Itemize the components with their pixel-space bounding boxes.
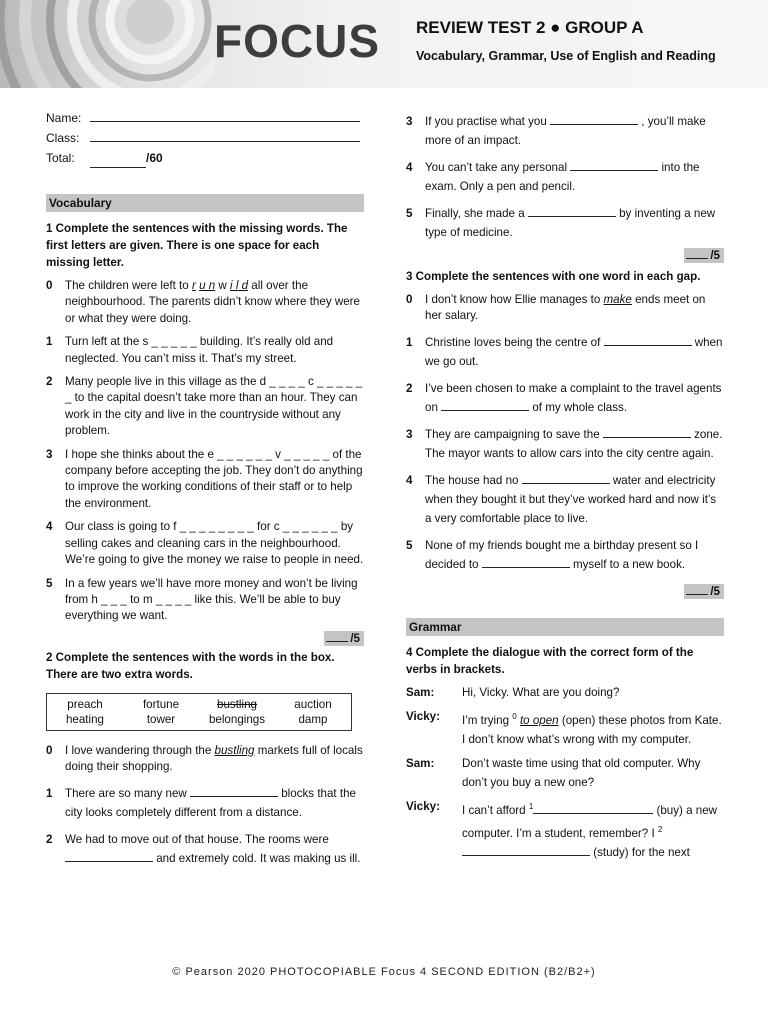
class-row — [46, 128, 364, 148]
box-word-used: bustling — [217, 697, 257, 711]
answer-gap[interactable] — [522, 471, 610, 484]
word-box — [46, 693, 352, 731]
task1-item-5[interactable]: 5 In a few years we’ll have more money and won’t be living from h _ _ _ to m _ _ _ _ like this. We’ll be able to buy everything we want. — [46, 576, 358, 623]
task3-item-2: 2 I’ve been chosen to make a complaint to the travel agents on of my whole class. — [406, 381, 722, 414]
class-field[interactable] — [90, 128, 360, 142]
dialog-line-1: Sam: Hi, Vicky. What are you doing? — [406, 684, 724, 703]
page-footer: © Pearson 2020 PHOTOCOPIABLE Focus 4 SECOND EDITION (B2/B2+) — [172, 966, 596, 978]
answer-gap[interactable] — [603, 425, 691, 438]
dialog-line-3: Sam: Don’t waste time using that old computer. Why don’t you buy a new one? — [406, 755, 724, 792]
task1-item-3[interactable]: 3 I hope she thinks about the e _ _ _ _ _ _ v _ _ _ _ _ of the company before accepting the job. They don’t do anything to improve the working conditions of their staff or to help the environment. — [46, 447, 363, 510]
class-label: Class: — [46, 131, 80, 145]
answer-gap[interactable] — [190, 784, 278, 797]
task1-item-4[interactable]: 4 Our class is going to f _ _ _ _ _ _ _ _ for c _ _ _ _ _ _ by selling cakes and cleaning cars in the neighbourhood. We’re going to give the money we raise to people in need. — [46, 520, 364, 567]
task3-item-4: 4 The house had no water and electricity when they bought it but they’ve worked hard and now it’s a very comfortable place to live. — [406, 471, 724, 528]
answer-gap[interactable] — [462, 843, 590, 856]
test-title: REVIEW TEST 2 ● GROUP A — [416, 18, 644, 37]
task2-item-3: 3 If you practise what you , you’ll make more of an impact. — [406, 112, 724, 150]
task3-heading: 3 Complete the sentences with one word in each gap. — [406, 270, 701, 283]
answer-gap[interactable] — [604, 333, 692, 346]
vocabulary-section-title: Vocabulary — [46, 194, 364, 212]
right-column — [406, 112, 724, 862]
box-word: damp — [298, 712, 328, 726]
test-subtitle: Vocabulary, Grammar, Use of English and Reading — [416, 49, 716, 63]
task2-item-0: 0 I love wandering through the bustling markets full of locals doing their shopping. — [46, 743, 363, 774]
task1-item-1[interactable]: 1 Turn left at the s _ _ _ _ _ building. It’s really old and neglected. You can’t miss it. That’s my street. — [46, 335, 334, 365]
box-word: tower — [146, 712, 176, 726]
dialog-line-2: Vicky: I’m trying $^0$ to open (open) these photos from Kate. I don’t know what’s wrong with my computer. — [406, 708, 724, 749]
task4-heading: 4 Complete the dialogue with the correct form of the verbs in brackets. — [406, 645, 694, 676]
answer-gap[interactable] — [533, 801, 653, 814]
speaker: Vicky: — [406, 710, 440, 724]
task3-score[interactable]: /5 — [406, 584, 724, 598]
task1-item-0: 0 The children were left to r u n w i l d all over the neighbourhood. The parents didn’t know where they were or what they were doing. — [46, 279, 360, 325]
box-word: belongings — [208, 712, 266, 726]
task3-item-1: 1 Christine loves being the centre of when we go out. — [406, 333, 724, 371]
box-word: fortune — [142, 697, 180, 711]
name-field[interactable] — [90, 108, 360, 122]
answer-gap[interactable] — [441, 398, 529, 411]
speaker: Vicky: — [406, 800, 440, 814]
answer-gap[interactable] — [528, 204, 616, 217]
swirl-graphic — [0, 0, 215, 88]
speaker: Sam: — [406, 685, 435, 699]
box-word: heating — [65, 712, 105, 726]
dialog-line-4: Vicky: I can’t afford $^1$ (buy) a new computer. I’m a student, remember? I $^2$ (study) for the next — [406, 798, 724, 862]
task2-score[interactable]: /5 — [406, 248, 724, 262]
answer-gap[interactable] — [65, 849, 153, 862]
total-row — [46, 148, 364, 168]
task2-item-5: 5 Finally, she made a by inventing a new type of medicine. — [406, 204, 724, 242]
task2-item-2: 2 We had to move out of that house. The rooms were and extremely cold. It was making us ill. — [46, 832, 361, 865]
name-label: Name: — [46, 111, 82, 125]
task3-item-0: 0 I don’t know how Ellie manages to make ends meet on her salary. — [406, 293, 706, 323]
answer-gap[interactable] — [550, 112, 638, 125]
task1-item-2[interactable]: 2 Many people live in this village as the d _ _ _ _ c _ _ _ _ _ _ to the capital doesn’t take more than an hour. They can work in the city and live in the countryside without any problem. — [46, 375, 363, 438]
task3-item-3: 3 They are campaigning to save the zone. The mayor wants to allow cars into the city centre again. — [406, 425, 724, 463]
answer-gap[interactable] — [482, 555, 570, 568]
task1-heading: 1 Complete the sentences with the missing words. The first letters are given. There is one space for each missing letter. — [46, 222, 348, 269]
total-field[interactable]: /60 — [90, 148, 163, 168]
grammar-section-title: Grammar — [406, 618, 724, 636]
total-label: Total: — [46, 151, 75, 165]
task2-item-4: 4 You can’t take any personal into the exam. Only a pen and pencil. — [406, 158, 724, 196]
name-row — [46, 108, 364, 128]
left-column — [46, 108, 364, 868]
focus-logo: FOCUS — [214, 15, 380, 67]
task1-score[interactable]: /5 — [46, 631, 364, 645]
task3-item-5: 5 None of my friends bought me a birthday present so I decided to myself to a new book. — [406, 538, 699, 571]
answer-gap[interactable] — [570, 158, 658, 171]
box-word: preach — [67, 697, 103, 711]
speaker: Sam: — [406, 757, 435, 771]
box-word: auction — [294, 697, 332, 711]
task2-item-1: 1 There are so many new blocks that the city looks completely different from a distance. — [46, 784, 364, 822]
page-header — [0, 0, 768, 88]
task2-heading: 2 Complete the sentences with the words in the box. There are two extra words. — [46, 650, 335, 681]
